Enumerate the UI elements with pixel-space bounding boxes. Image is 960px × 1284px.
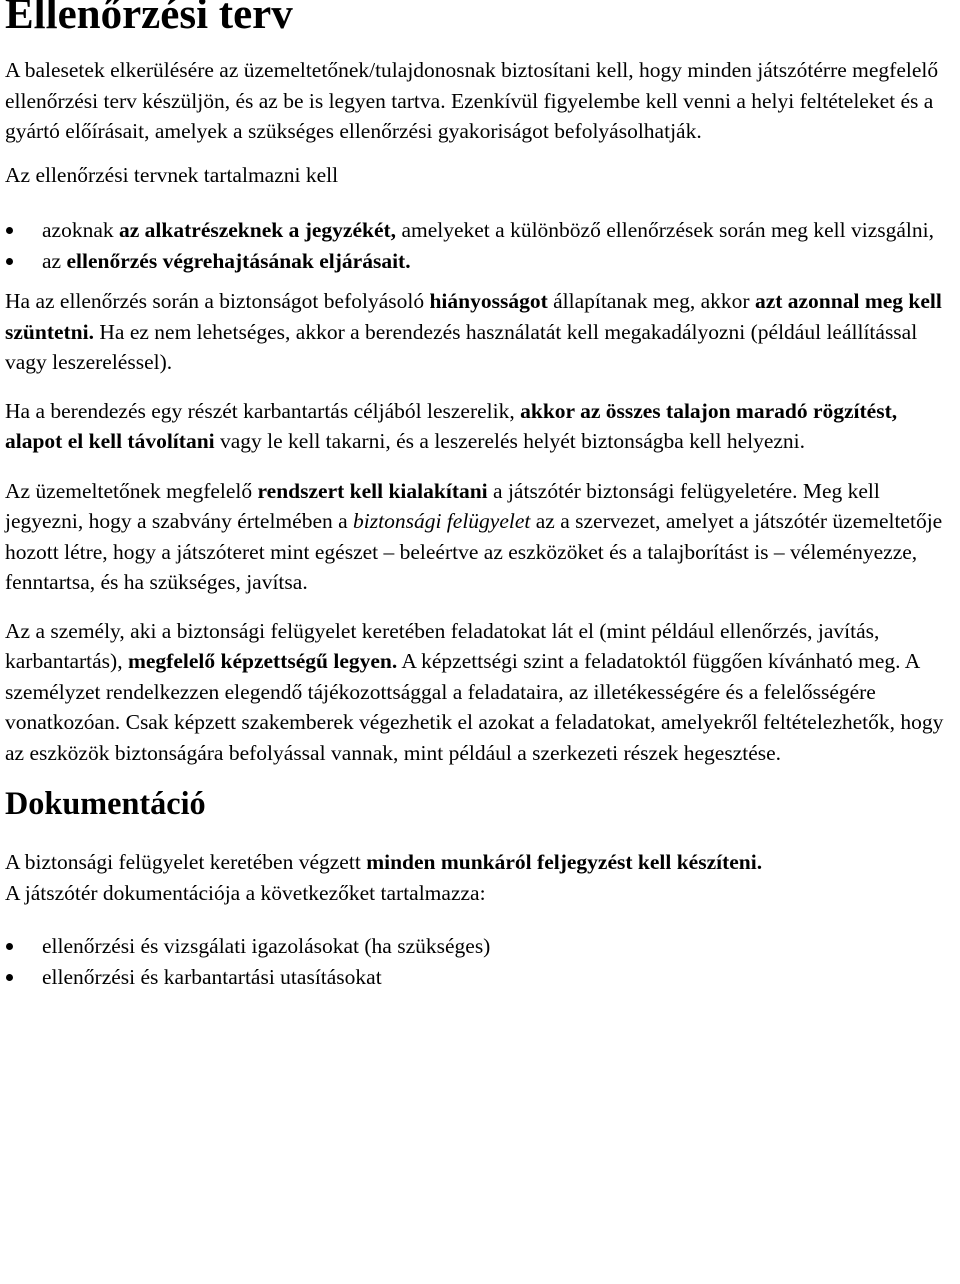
italic-run: biztonsági felügyelet — [353, 509, 531, 533]
list-item-bold: ellenőrzés végrehajtásának eljárásait. — [66, 248, 411, 273]
document-page — [5, 0, 955, 992]
bold-run: hiányosságot — [429, 289, 548, 313]
text-run: állapítanak meg, akkor — [547, 289, 755, 313]
text-run: Ha a berendezés egy részét karbantartás céljából leszerelik, — [5, 398, 521, 423]
bullet-icon — [6, 974, 13, 981]
bold-run: akkor az összes talajon maradó rögzítést, alapot el kell távolítani — [5, 398, 898, 453]
bullet-icon — [6, 943, 13, 950]
paragraph-documentation-contents: A játszótér dokumentációja a következőket tartalmazza: — [5, 880, 486, 905]
bold-run: megfelelő képzettségű legyen. — [127, 649, 398, 673]
paragraph-plan-contents: Az ellenőrzési tervnek tartalmazni kell — [5, 162, 339, 187]
text-run: A képzettségi szint a feladatoktól függően kívánható meg. A személyzet rendelkezzen elegendő tájékozottsággal a feladataira, az illetékességére és a felelősségére vonatkozóan. Csak képzett szakemberek végezhetik el azokat a feladatokat, amelyekről feltételezhetők, hogy az eszközök biztonságára befolyással vannak, mint például a szerkezeti részek hegesztése. — [5, 649, 944, 765]
plan-contents-list — [5, 215, 955, 276]
text-run: vagy le kell takarni, és a leszerelés helyét biztonságba kell helyezni. — [214, 429, 806, 453]
list-item-text: amelyeket a különböző ellenőrzések során meg kell vizsgálni, — [396, 218, 934, 242]
bullet-icon — [6, 258, 13, 265]
paragraph-supervision-system — [5, 476, 955, 598]
paragraph-records — [5, 847, 955, 878]
paragraph-intro: A balesetek elkerülésére az üzemeltetőnek/tulajdonosnak biztosítani kell, hogy minden játszótérre megfelelő ellenőrzési terv készüljön, és az be is legyen tartva. Ezenkívül figyelembe kell venni a helyi feltételeket és a gyártó előírásait, amelyek a szükséges ellenőrzési gyakoriságot befolyásolhatják. — [5, 58, 939, 143]
list-item — [5, 962, 955, 993]
list-item-text: ellenőrzési és vizsgálati igazolásokat (ha szükséges) — [42, 934, 491, 958]
text-run: Az üzemeltetőnek megfelelő — [5, 478, 258, 503]
list-item-text: azoknak — [42, 218, 120, 242]
section-heading-inspection-plan: Ellenőrzési terv — [5, 0, 293, 38]
paragraph-qualification — [5, 616, 955, 769]
text-run: a játszótér biztonsági felügyeletére. Meg kell jegyezni, hogy a szabvány értelmében a — [5, 478, 880, 533]
list-item — [5, 246, 955, 277]
text-run: Ha ez nem lehetséges, akkor a berendezés használatát kell megakadályozni (például leállítással vagy leszereléssel). — [5, 319, 918, 374]
list-item-bold: az alkatrészeknek a jegyzékét, — [119, 218, 397, 242]
list-item-text: az — [42, 248, 67, 273]
text-run: Ha az ellenőrzés során a biztonságot befolyásoló — [5, 289, 430, 313]
list-item — [5, 931, 955, 962]
bullet-icon — [6, 227, 13, 234]
paragraph-dismantling — [5, 396, 955, 457]
documentation-list — [5, 931, 955, 992]
list-item — [5, 215, 955, 246]
bold-run: rendszert kell kialakítani — [257, 478, 488, 503]
text-run: az a szervezet, amelyet a játszótér üzemeltetője hozott létre, hogy a játszóteret mint egészet – beleértve az eszközöket és a talajborítást is – véleményezze, fenntartsa, és ha szükséges, javítsa. — [5, 509, 943, 594]
bold-run: azt azonnal meg kell szüntetni. — [5, 289, 942, 344]
paragraph-deficiencies — [5, 286, 955, 378]
text-run: Az a személy, aki a biztonsági felügyelet keretében feladatokat lát el (mint például ellenőrzés, javítás, karbantartás), — [5, 618, 880, 673]
text-run: A biztonsági felügyelet keretében végzett — [5, 850, 367, 874]
section-heading-documentation: Dokumentáció — [5, 785, 206, 821]
list-item-text: ellenőrzési és karbantartási utasításokat — [42, 964, 382, 989]
bold-run: minden munkáról feljegyzést kell készíteni. — [366, 850, 763, 874]
